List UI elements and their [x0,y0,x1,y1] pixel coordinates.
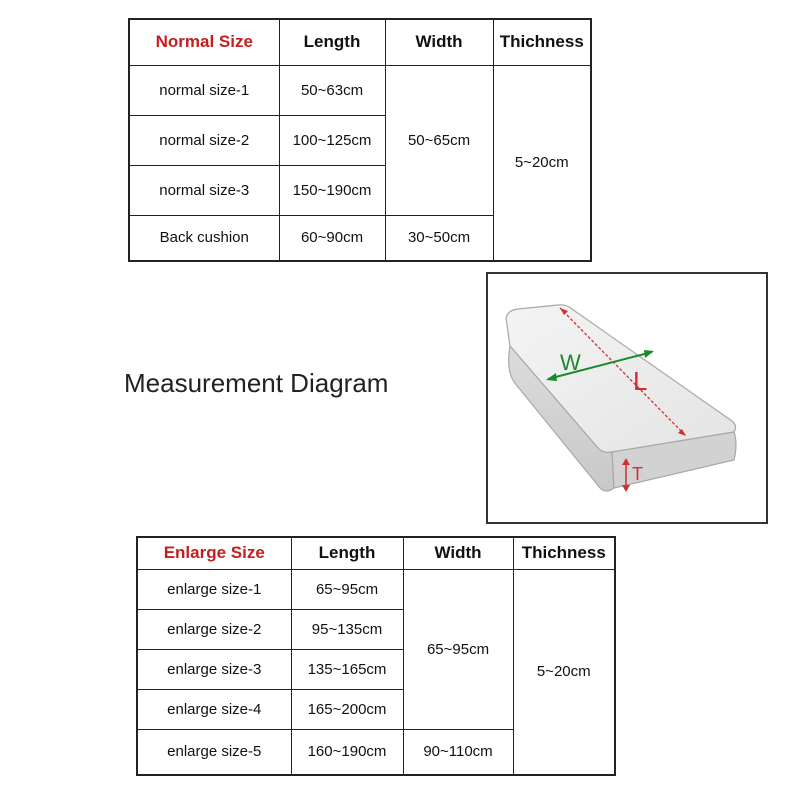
length-header: Length [291,537,403,569]
length-cell: 65~95cm [291,569,403,609]
thickness-arrow-head-bottom [622,485,630,492]
length-header: Length [279,19,385,65]
size-name-cell: normal size-1 [129,65,279,115]
enlarge-size-header: Enlarge Size [137,537,291,569]
length-cell: 135~165cm [291,649,403,689]
width-label: W [560,350,581,375]
normal-size-header: Normal Size [129,19,279,65]
width-header: Width [403,537,513,569]
size-name-cell: normal size-2 [129,115,279,165]
length-cell: 50~63cm [279,65,385,115]
thickness-label: T [632,464,643,484]
shared-thickness-cell: 5~20cm [493,65,591,261]
table-row [129,65,591,115]
length-cell: 160~190cm [291,729,403,775]
size-name-cell: Back cushion [129,215,279,261]
measurement-diagram [486,272,768,524]
width-header: Width [385,19,493,65]
size-name-cell: enlarge size-3 [137,649,291,689]
width-cell: 90~110cm [403,729,513,775]
normal-size-table [128,18,592,262]
width-cell: 30~50cm [385,215,493,261]
length-cell: 95~135cm [291,609,403,649]
length-cell: 60~90cm [279,215,385,261]
cushion-top-face [506,305,736,453]
enlarge-table-header-row [137,537,615,569]
thickness-header: Thichness [513,537,615,569]
shared-width-cell: 65~95cm [403,569,513,729]
normal-table-header-row [129,19,591,65]
enlarge-size-table [136,536,616,776]
width-arrow-head-right [644,350,654,358]
size-name-cell: enlarge size-5 [137,729,291,775]
size-name-cell: enlarge size-1 [137,569,291,609]
thickness-header: Thichness [493,19,591,65]
cushion-illustration [488,274,766,522]
diagram-title: Measurement Diagram [124,368,389,398]
length-cell: 150~190cm [279,165,385,215]
length-cell: 165~200cm [291,689,403,729]
size-name-cell: enlarge size-2 [137,609,291,649]
size-name-cell: enlarge size-4 [137,689,291,729]
length-label: L [633,366,648,396]
shared-thickness-cell: 5~20cm [513,569,615,775]
length-cell: 100~125cm [279,115,385,165]
size-name-cell: normal size-3 [129,165,279,215]
shared-width-cell: 50~65cm [385,65,493,215]
table-row [137,569,615,609]
